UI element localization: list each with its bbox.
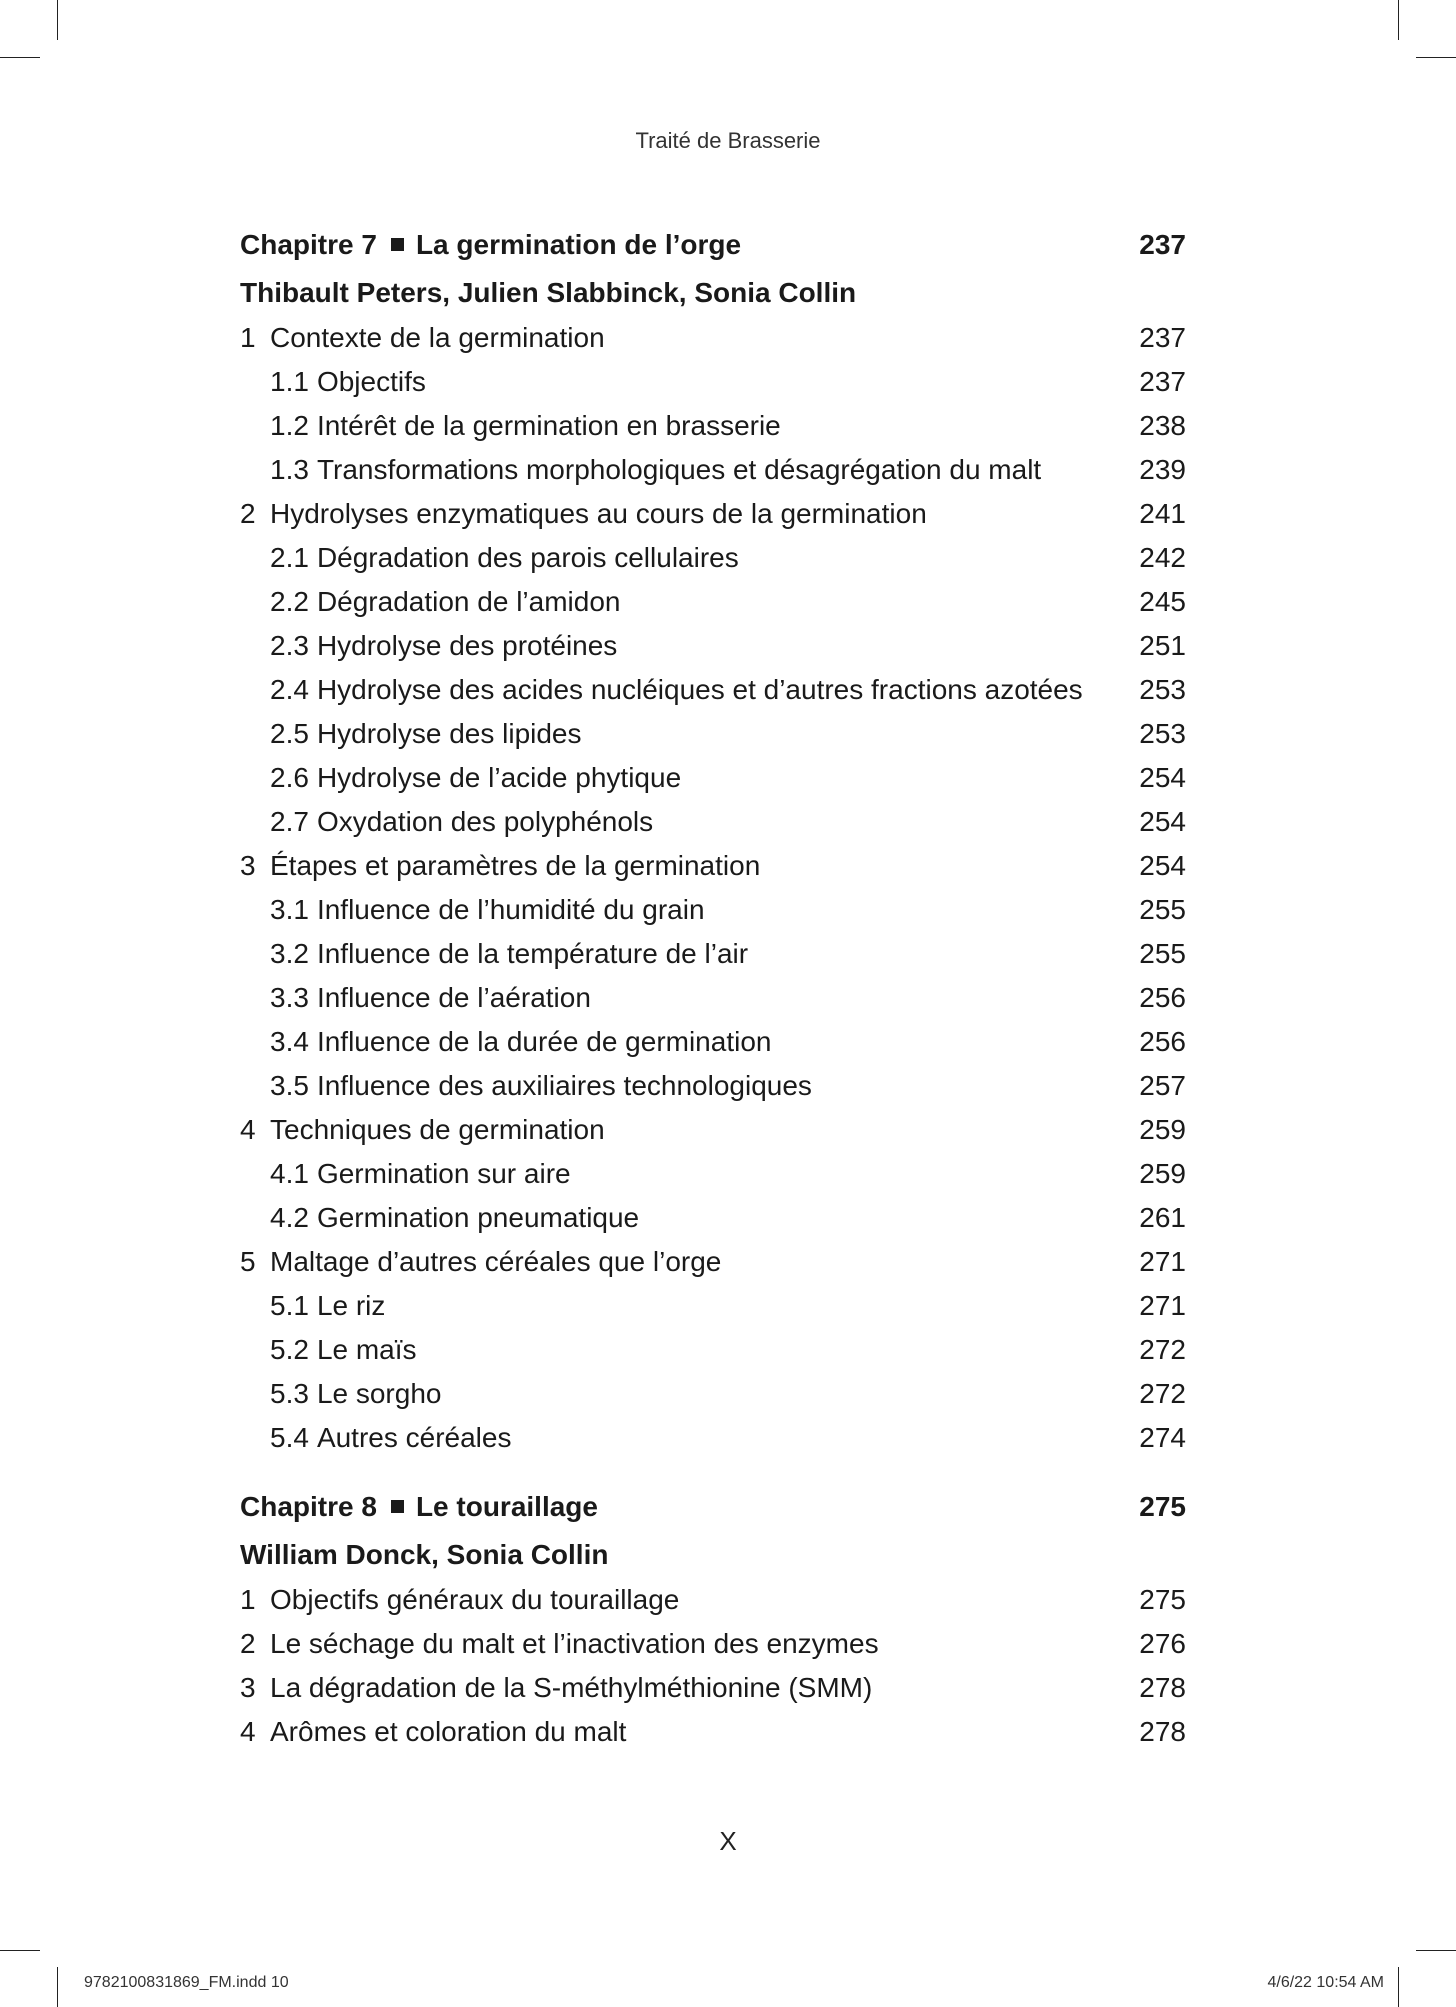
toc-entry: [240, 976, 1186, 1020]
toc-entry: [240, 1020, 1186, 1064]
section-number: 1.3: [270, 454, 309, 485]
section-title: Hydrolyse des protéines: [316, 630, 618, 661]
page-number: 259: [1139, 1158, 1186, 1189]
toc-entry: [240, 1416, 1186, 1460]
crop-mark: [57, 0, 58, 40]
authors-text: Thibault Peters, Julien Slabbinck, Sonia Collin: [240, 277, 857, 308]
toc-entry: [240, 404, 1186, 448]
page-number: 255: [1139, 938, 1186, 969]
entry-title: [270, 404, 781, 448]
toc-entry: [240, 1328, 1186, 1372]
crop-mark: [1416, 1950, 1456, 1951]
section-title: Hydrolyse des lipides: [316, 718, 582, 749]
section-title: Contexte de la germination: [270, 322, 605, 353]
section-title: Influence de la température de l’air: [316, 938, 749, 969]
entry-title: [270, 668, 1083, 712]
page-number: 256: [1139, 1026, 1186, 1057]
chapter-authors: [240, 1532, 1186, 1578]
section-number: 2: [240, 1628, 256, 1659]
section-number: 4: [240, 1716, 256, 1747]
page-number: 238: [1139, 410, 1186, 441]
toc-entry: [240, 1622, 1186, 1666]
entry-title: [240, 844, 760, 888]
table-of-contents: [240, 220, 1186, 1754]
toc-entry: [240, 1284, 1186, 1328]
section-number: 2.1: [270, 542, 309, 573]
entry-title: [270, 360, 426, 404]
section-title: Le riz: [316, 1290, 386, 1321]
entry-title: [240, 1622, 879, 1666]
section-number: 3.3: [270, 982, 309, 1013]
section-title: Influence de la durée de germination: [316, 1026, 772, 1057]
page-number: 237: [1139, 229, 1186, 260]
section-number: 2.5: [270, 718, 309, 749]
page-number: 276: [1139, 1628, 1186, 1659]
toc-entry: [240, 1152, 1186, 1196]
entry-title: [270, 800, 653, 844]
toc-entry: [240, 448, 1186, 492]
entry-title: [240, 1108, 605, 1152]
section-title: Techniques de germination: [270, 1114, 605, 1145]
page-number: 237: [1139, 322, 1186, 353]
section-title: Hydrolyse des acides nucléiques et d’autres fractions azotées: [316, 674, 1083, 705]
entry-title: [270, 756, 681, 800]
section-title: Hydrolyses enzymatiques au cours de la germination: [270, 498, 927, 529]
entry-title: [270, 1152, 571, 1196]
section-title: Germination sur aire: [316, 1158, 571, 1189]
section-number: 1: [240, 322, 256, 353]
entry-title: [270, 932, 748, 976]
section-title: Arômes et coloration du malt: [270, 1716, 627, 1747]
crop-mark: [0, 1950, 40, 1951]
page-number: 275: [1139, 1491, 1186, 1522]
authors-text: William Donck, Sonia Collin: [240, 1539, 609, 1570]
page-number: 253: [1139, 674, 1186, 705]
entry-title: [270, 448, 1041, 492]
toc-entry: [240, 1372, 1186, 1416]
entry-title: [270, 1372, 441, 1416]
toc-entry: [240, 1710, 1186, 1754]
section-title: Influence de l’humidité du grain: [316, 894, 705, 925]
toc-entry: [240, 536, 1186, 580]
section-title: Le séchage du malt et l’inactivation des enzymes: [270, 1628, 879, 1659]
section-title: Influence des auxiliaires technologiques: [316, 1070, 812, 1101]
toc-entry: [240, 756, 1186, 800]
chapter-authors: [240, 270, 1186, 316]
page-number: 272: [1139, 1378, 1186, 1409]
page-number: 259: [1139, 1114, 1186, 1145]
toc-entry: [240, 1108, 1186, 1152]
toc-entry: [240, 844, 1186, 888]
crop-mark: [1398, 0, 1399, 40]
section-title: Objectifs généraux du touraillage: [270, 1584, 680, 1615]
section-title: Étapes et paramètres de la germination: [270, 850, 761, 881]
entry-title: [270, 888, 705, 932]
square-bullet-icon: [391, 238, 404, 251]
page-number: 271: [1139, 1246, 1186, 1277]
section-number: 1.2: [270, 410, 309, 441]
entry-title: [240, 492, 927, 536]
entry-title: [240, 1240, 721, 1284]
chapter-entries: [240, 316, 1186, 1460]
section-number: 3.5: [270, 1070, 309, 1101]
section-number: 2.6: [270, 762, 309, 793]
crop-mark: [1398, 1967, 1399, 2007]
toc-entry: [240, 712, 1186, 756]
page-number: 251: [1139, 630, 1186, 661]
section-title: Oxydation des polyphénols: [316, 806, 654, 837]
toc-entry: [240, 932, 1186, 976]
section-number: 3: [240, 1672, 256, 1703]
toc-entry: [240, 800, 1186, 844]
section-number: 4: [240, 1114, 256, 1145]
toc-entry: [240, 1666, 1186, 1710]
chapter-label: Chapitre 8: [240, 1491, 377, 1522]
page-number: 271: [1139, 1290, 1186, 1321]
section-title: Dégradation de l’amidon: [316, 586, 621, 617]
entry-title: [240, 1710, 626, 1754]
chapter-entries: [240, 1578, 1186, 1754]
toc-entry: [240, 360, 1186, 404]
toc-entry: [240, 888, 1186, 932]
toc-entry: [240, 492, 1186, 536]
crop-mark: [1416, 57, 1456, 58]
page-folio: X: [719, 1826, 737, 1856]
section-number: 5: [240, 1246, 256, 1277]
chapter-label: Chapitre 7: [240, 229, 377, 260]
section-number: 3.1: [270, 894, 309, 925]
page-number: 256: [1139, 982, 1186, 1013]
section-title: Autres céréales: [316, 1422, 512, 1453]
page-number: 237: [1139, 366, 1186, 397]
page-number: 245: [1139, 586, 1186, 617]
section-title: Influence de l’aération: [316, 982, 591, 1013]
page-number: 242: [1139, 542, 1186, 573]
chapter-heading: [240, 1482, 1186, 1532]
page-number: 278: [1139, 1672, 1186, 1703]
crop-mark: [57, 1967, 58, 2007]
toc-entry: [240, 668, 1186, 712]
crop-mark: [0, 57, 40, 58]
toc-entry: [240, 1196, 1186, 1240]
toc-entry: [240, 316, 1186, 360]
section-number: 2.7: [270, 806, 309, 837]
slug-filename: 9782100831869_FM.indd 10: [84, 1974, 289, 1991]
entry-title: [270, 1064, 812, 1108]
section-title: Hydrolyse de l’acide phytique: [316, 762, 682, 793]
page-number: 254: [1139, 850, 1186, 881]
entry-title: [270, 1284, 385, 1328]
entry-title: [240, 316, 605, 360]
entry-title: [270, 580, 620, 624]
page-number: 275: [1139, 1584, 1186, 1615]
page-number: 261: [1139, 1202, 1186, 1233]
section-title: Transformations morphologiques et désagrégation du malt: [316, 454, 1042, 485]
section-title: La dégradation de la S-méthylméthionine (SMM): [270, 1672, 873, 1703]
section-number: 4.2: [270, 1202, 309, 1233]
page-number: 254: [1139, 806, 1186, 837]
toc-entry: [240, 1578, 1186, 1622]
section-number: 5.4: [270, 1422, 309, 1453]
section-number: 2.4: [270, 674, 309, 705]
section-number: 2: [240, 498, 256, 529]
toc-entry: [240, 1064, 1186, 1108]
entry-title: [270, 624, 617, 668]
entry-title: [270, 1196, 639, 1240]
section-number: 3.2: [270, 938, 309, 969]
entry-title: [270, 976, 591, 1020]
page-number: 278: [1139, 1716, 1186, 1747]
slug-date: 4/6/22 10:54 AM: [1267, 1974, 1384, 1991]
section-number: 1.1: [270, 366, 309, 397]
page-number: 255: [1139, 894, 1186, 925]
entry-title: [270, 1328, 417, 1372]
page-number: 253: [1139, 718, 1186, 749]
square-bullet-icon: [391, 1500, 404, 1513]
chapter-heading: [240, 220, 1186, 270]
chapter-title: Le touraillage: [415, 1491, 598, 1522]
section-number: 5.3: [270, 1378, 309, 1409]
section-number: 3.4: [270, 1026, 309, 1057]
running-head: Traité de Brasserie: [635, 128, 821, 153]
toc-entry: [240, 580, 1186, 624]
section-number: 4.1: [270, 1158, 309, 1189]
section-title: Germination pneumatique: [316, 1202, 640, 1233]
entry-title: [240, 1666, 872, 1710]
section-number: 5.1: [270, 1290, 309, 1321]
section-title: Intérêt de la germination en brasserie: [316, 410, 781, 441]
entry-title: [270, 712, 582, 756]
chapter-title: La germination de l’orge: [415, 229, 742, 260]
entry-title: [270, 536, 739, 580]
section-number: 2.2: [270, 586, 309, 617]
page-number: 239: [1139, 454, 1186, 485]
entry-title: [270, 1416, 511, 1460]
section-title: Dégradation des parois cellulaires: [316, 542, 739, 573]
page-number: 274: [1139, 1422, 1186, 1453]
section-title: Maltage d’autres céréales que l’orge: [270, 1246, 722, 1277]
page-number: 241: [1139, 498, 1186, 529]
section-title: Le maïs: [316, 1334, 417, 1365]
section-number: 1: [240, 1584, 256, 1615]
toc-entry: [240, 1240, 1186, 1284]
page-number: 257: [1139, 1070, 1186, 1101]
section-number: 3: [240, 850, 256, 881]
section-title: Le sorgho: [316, 1378, 442, 1409]
entry-title: [240, 1578, 679, 1622]
toc-entry: [240, 624, 1186, 668]
section-number: 5.2: [270, 1334, 309, 1365]
section-title: Objectifs: [316, 366, 426, 397]
page-number: 272: [1139, 1334, 1186, 1365]
entry-title: [270, 1020, 771, 1064]
section-number: 2.3: [270, 630, 309, 661]
page-number: 254: [1139, 762, 1186, 793]
